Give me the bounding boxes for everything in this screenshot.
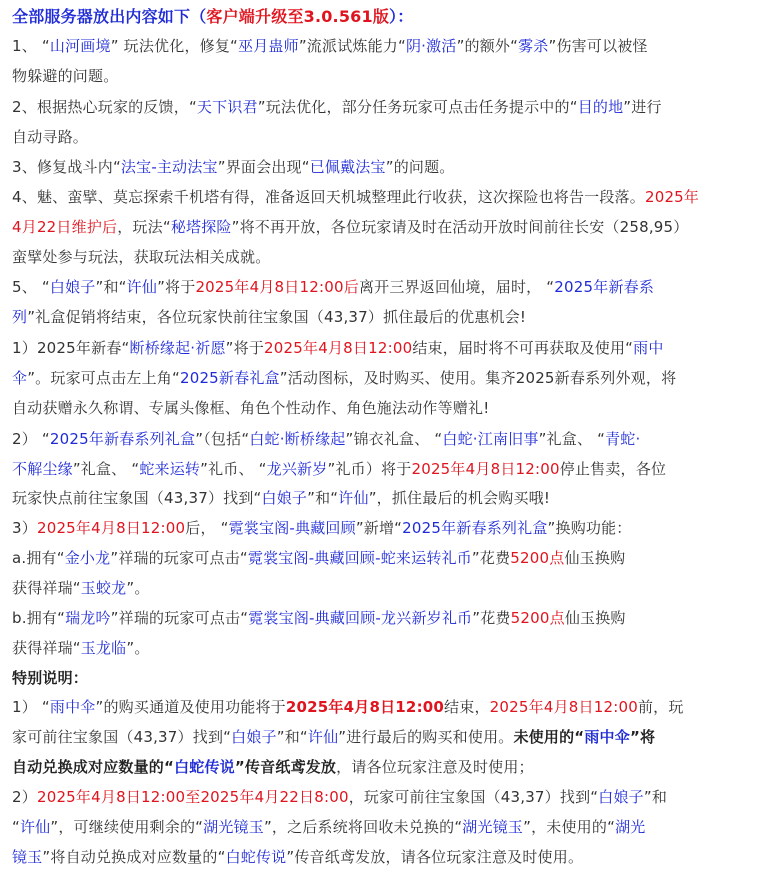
text-run: ”花费 (472, 609, 511, 627)
text-run: ”锦衣礼盒、 “ (345, 430, 443, 448)
text-run: 2） “ (12, 430, 50, 448)
highlight-date: 2025年4月8日12:00 (411, 460, 560, 478)
highlight-term: 白娘子 (598, 788, 644, 806)
text-run: 3、修复战斗内“ (12, 158, 121, 176)
text-line (12, 36, 759, 56)
highlight-term: 玉龙临 (80, 639, 127, 657)
text-line (12, 608, 759, 628)
highlight-term: 不解尘缘 (12, 460, 73, 478)
highlight-term: 已佩戴法宝 (309, 158, 386, 176)
highlight-term: 蛇来运转 (139, 460, 201, 478)
highlight-date: 4月22日维护后 (12, 218, 118, 236)
text-run: b.拥有“ (12, 609, 66, 627)
text-run: 自动兑换成对应数量的“ (12, 758, 175, 776)
text-run: ”和“ (276, 728, 308, 746)
text-line (12, 157, 759, 177)
text-run: 1）2025年新春“ (12, 339, 130, 357)
text-run: ”将于 (157, 278, 196, 296)
text-line (12, 488, 759, 508)
highlight-term: 湖光镜玉 (203, 818, 264, 836)
text-run: 特别说明： (12, 669, 89, 687)
text-run: 3） (12, 519, 37, 537)
text-run: ”将于 (225, 339, 265, 357)
text-run: 2） (12, 788, 37, 806)
text-line (12, 668, 759, 688)
highlight-term: 雾杀 (518, 37, 549, 55)
text-run: ”。玩家可点击左上角“ (27, 369, 180, 387)
text-line (12, 398, 759, 418)
text-run: 蛮擘处参与玩法，获取玩法相关成就。 (12, 248, 271, 266)
text-run: 结束， (444, 698, 490, 716)
highlight-term: 雨中 (633, 339, 664, 357)
highlight-term: 白蛇传说 (174, 758, 235, 776)
text-run: ”礼币）将于 (327, 460, 412, 478)
text-line (12, 787, 759, 807)
text-run: ，玩家可前往宝象国（43,37）找到“ (348, 788, 599, 806)
text-line (12, 697, 759, 717)
text-line (12, 277, 759, 297)
text-run: 物躲避的问题。 (12, 67, 119, 85)
text-run: ”花费 (471, 549, 511, 567)
text-run: ”。 (126, 639, 150, 657)
text-run: 获得祥瑞“ (12, 639, 81, 657)
highlight-term: 2025新春礼盒 (179, 369, 280, 387)
announcement-title (12, 7, 759, 27)
text-run: 获得祥瑞“ (12, 579, 81, 597)
highlight-term: 霓裳宝阁-典藏回顾-蛇来运转礼币 (247, 549, 472, 567)
text-run: ”的问题。 (385, 158, 455, 176)
highlight-term: 法宝-主动法宝 (120, 158, 218, 176)
text-run: ”礼盒、 “ (72, 460, 140, 478)
text-line (12, 97, 759, 117)
text-line (12, 217, 759, 237)
text-run: ”祥瑞的玩家可点击“ (110, 549, 248, 567)
text-run: ”，抓住最后的机会购买哦! (368, 489, 551, 507)
text-run: ”流派试炼能力“ (298, 37, 406, 55)
highlight-date: 2025年4月8日12:00至2025年4月22日8:00 (36, 788, 349, 806)
text-run: 仙玉换购 (564, 549, 626, 567)
highlight-term: 镜玉 (12, 848, 43, 866)
text-line (12, 518, 759, 538)
text-run: 离开三界返回仙境，届时， “ (358, 278, 555, 296)
highlight-term: 玉蛟龙 (80, 579, 127, 597)
highlight-term: 伞 (12, 369, 28, 387)
title-prefix: 全部服务器放出内容如下（ (12, 7, 207, 26)
highlight-date: 5200点 (510, 549, 565, 567)
text-line (12, 578, 759, 598)
text-run: 停止售卖，各位 (559, 460, 667, 478)
highlight-term: 巫月蛊师 (238, 37, 299, 55)
text-run: ”。 (126, 579, 150, 597)
highlight-term: 秘塔探险 (170, 218, 232, 236)
text-line (12, 368, 759, 388)
text-run: ”，未使用的“ (523, 818, 616, 836)
highlight-date: 2025年4月8日12:00 (489, 698, 638, 716)
text-run: ”的额外“ (456, 37, 519, 55)
highlight-date: 2025年4月8日12:00 (264, 339, 413, 357)
highlight-term: 许仙 (338, 489, 369, 507)
highlight-term: 白娘子 (261, 489, 308, 507)
text-line (12, 847, 759, 867)
highlight-term: 列 (12, 308, 28, 326)
highlight-term: 雨中伞 (49, 698, 96, 716)
text-run: 自动寻路。 (12, 128, 89, 146)
highlight-term: 青蛇· (605, 430, 641, 448)
highlight-term: 断桥缘起·祈愿 (129, 339, 226, 357)
highlight-term: 2025年新春系列礼盒 (49, 430, 196, 448)
highlight-term: 龙兴新岁 (266, 460, 328, 478)
highlight-term: 湖光镜玉 (462, 818, 524, 836)
text-run: ，请各位玩家注意及时使用； (336, 758, 534, 776)
text-run: 自动获赠永久称谓、专属头像框、角色个性动作、角色施法动作等赠礼! (12, 399, 490, 417)
highlight-term: 2025年新春系列礼盒 (402, 519, 548, 537)
highlight-term: 雨中伞 (584, 728, 630, 746)
highlight-date: 5200点 (510, 609, 565, 627)
text-run: ”传音纸鸢发放，请各位玩家注意及时使用。 (286, 848, 584, 866)
text-run: ” 玩法优化，修复“ (110, 37, 239, 55)
text-run: ”传音纸鸢发放 (234, 758, 337, 776)
text-run: 1、 “ (12, 37, 50, 55)
text-run: ”新增“ (355, 519, 403, 537)
text-run: ”活动图标，及时购买、使用。集齐2025新春系列外观，将 (279, 369, 677, 387)
title-suffix: ）： (389, 7, 414, 26)
text-run: ”祥瑞的玩家可点击“ (110, 609, 249, 627)
text-run: ，玩法“ (117, 218, 171, 236)
text-run: ”和 (643, 788, 668, 806)
text-run: ”进行最后的购买和使用。 (338, 728, 514, 746)
highlight-term: 许仙 (307, 728, 339, 746)
text-run: 4、魅、蛮擘、莫忘探索千机塔有得，准备返回天机城整理此行收获，这次探险也将告一段落。 (12, 188, 645, 206)
text-line (12, 548, 759, 568)
text-run: 玩家快点前往宝象国（43,37）找到“ (12, 489, 262, 507)
highlight-term: 金小龙 (64, 549, 111, 567)
text-line (12, 817, 759, 837)
highlight-term: 许仙 (19, 818, 51, 836)
text-line (12, 247, 759, 267)
text-run: 后， “ (185, 519, 229, 537)
text-line (12, 757, 759, 777)
highlight-term: 霓裳宝阁-典藏回顾-龙兴新岁礼币 (248, 609, 473, 627)
highlight-date: 2025年4月8日12:00 (36, 519, 186, 537)
text-run: “ (12, 818, 20, 836)
highlight-term: 目的地 (577, 98, 624, 116)
text-run: ”伤害可以被怪 (548, 37, 648, 55)
text-run: ”进行 (623, 98, 662, 116)
highlight-term: 阴·激活 (405, 37, 457, 55)
highlight-date: 2025年4月8日12:00 (285, 698, 445, 716)
text-run: ”界面会出现“ (217, 158, 310, 176)
highlight-term: 瑞龙吟 (65, 609, 111, 627)
text-run: ”将不再开放，各位玩家请及时在活动开放时间前往长安（258,95） (231, 218, 689, 236)
text-run: 2、根据热心玩家的反馈，“ (12, 98, 197, 116)
text-line (12, 338, 759, 358)
highlight-date: 2025年 (644, 188, 700, 206)
text-run: ”，之后系统将回收未兑换的“ (263, 818, 463, 836)
highlight-term: 白蛇传说 (225, 848, 287, 866)
text-run: 前，玩 (637, 698, 684, 716)
text-run: 5、 “ (12, 278, 50, 296)
text-line (12, 638, 759, 658)
highlight-term: 天下识君 (196, 98, 258, 116)
text-run: ”将 (629, 728, 656, 746)
text-run: 1） “ (12, 698, 50, 716)
highlight-term: 白娘子 (49, 278, 96, 296)
text-line (12, 127, 759, 147)
text-run: ”礼币、 “ (200, 460, 267, 478)
text-line (12, 66, 759, 86)
highlight-term: 湖光 (615, 818, 646, 836)
highlight-term: 白蛇·断桥缘起 (249, 430, 346, 448)
text-run: 家可前往宝象国（43,37）找到“ (12, 728, 232, 746)
highlight-term: 白蛇·江南旧事 (442, 430, 539, 448)
highlight-term: 山河画境 (49, 37, 111, 55)
text-line (12, 307, 759, 327)
highlight-date: 2025年4月8日12:00后 (195, 278, 359, 296)
text-line (12, 429, 759, 449)
text-run: a.拥有“ (12, 549, 65, 567)
text-run: ”玩法优化，部分任务玩家可点击任务提示中的“ (257, 98, 578, 116)
text-run: ”礼盒促销将结束，各位玩家快前往宝象国（43,37）抓住最后的优惠机会! (27, 308, 527, 326)
text-run: 仙玉换购 (564, 609, 626, 627)
text-run: ”换购功能： (547, 519, 632, 537)
text-run: ”礼盒、 “ (538, 430, 606, 448)
text-run: ”将自动兑换成对应数量的“ (42, 848, 226, 866)
highlight-term: 白娘子 (231, 728, 277, 746)
client-version: 客户端升级至3.0.561版 (206, 7, 390, 26)
highlight-term: 霓裳宝阁-典藏回顾 (228, 519, 356, 537)
highlight-term: 2025年新春系 (554, 278, 655, 296)
text-run: ”和“ (307, 489, 339, 507)
highlight-term: 许仙 (126, 278, 158, 296)
text-run: ”和“ (95, 278, 127, 296)
text-line (12, 727, 759, 747)
text-run: ”的购买通道及使用功能将于 (95, 698, 286, 716)
text-run: 未使用的“ (513, 728, 585, 746)
text-run: 结束，届时将不可再获取及使用“ (412, 339, 634, 357)
text-line (12, 459, 759, 479)
text-line (12, 187, 759, 207)
text-run: ”，可继续使用剩余的“ (50, 818, 204, 836)
text-run: ”（包括“ (195, 430, 250, 448)
